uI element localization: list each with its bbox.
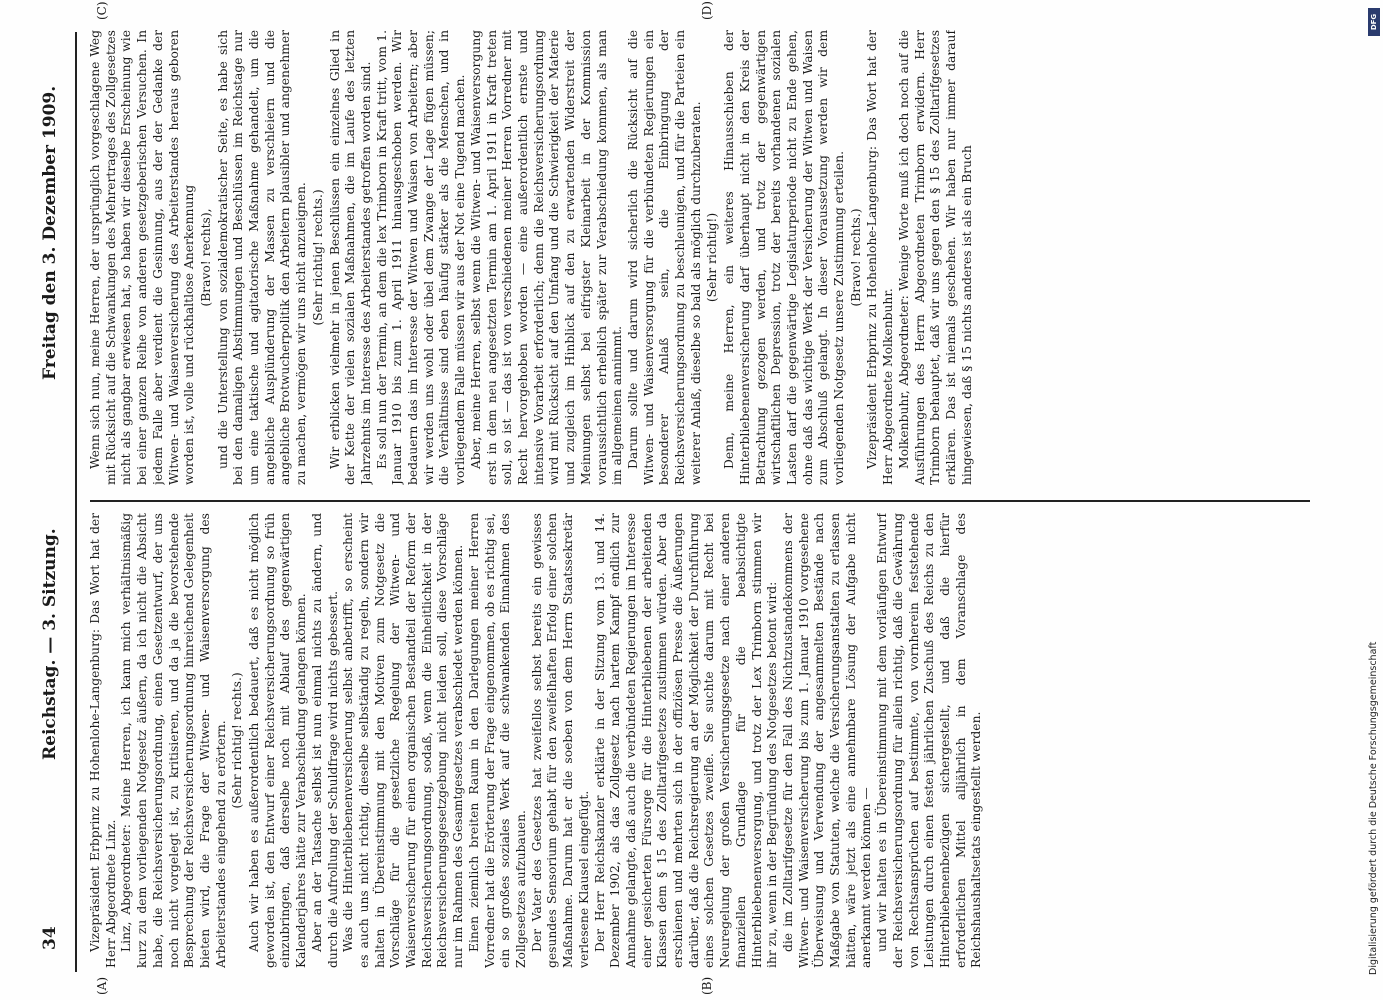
paragraph: Darum sollte und darum wird sicherlich die Rücksicht auf die Witwen- und Waisenversorgung für die verbündeten Regierungen ein besonderer Anlaß sein, die Einbringung der Reichsversicherungsordnung zu beschleunigen, und für die Parteien ein weiterer Anlaß, dieselbe so bald als möglich durchzuberaten. (625, 30, 703, 485)
paragraph: und die Unterstellung von sozialdemokratischer Seite, es habe sich bei den damaligen Abstimmungen und Beschlüssen im Reichstage nur um eine taktische und agitatorische Maßnahme gehandelt, um die angebliche Ausplünderung der Massen zu verschleiern und die angebliche Brotwucherpolitik den Arbeitern plausibler und angenehmer zu machen, vermögen wir uns nicht anzueignen. (215, 30, 309, 485)
paragraph: Wir erblicken vielmehr in jenen Beschlüssen ein einzelnes Glied in der Kette der vielen sozialen Maßnahmen, die im Laufe des letzten Jahrzehnts im Interesse des Arbeiterstandes getroffen worden sind. (327, 30, 373, 485)
paragraph: und wir halten es in Übereinstimmung mit dem vorläufigen Entwurf der Reichsversicherungsordnung für allein richtig, daß die Gewährung von Rechtsansprüchen auf bestimmte, von vornherein feststehende Leistungen durch einen festen jährlichen Zuschuß des Reichs zu den Hinterbliebenenbezügen sichergestellt, und daß die hierfür erforderlichen Mittel alljährlich in dem Voranschlage des Reichshaushaltsetats eingestellt werden. (875, 513, 984, 968)
paragraph: Einen ziemlich breiten Raum in den Darlegungen meiner Herren Vorredner hat die Erörterung der Frage eingenommen, ob es richtig sei, ein so großes soziales Werk auf die schwankenden Einnahmen des Zollgesetzes aufzubauen. (466, 513, 528, 968)
right-column (88, 30, 1298, 485)
header-rule (75, 32, 77, 972)
left-column (88, 513, 1298, 968)
paragraph: Aber an der Tatsache selbst ist nun einmal nichts zu ändern, und durch die Aufrollung der Schuldfrage wird nichts gebessert. (309, 513, 340, 968)
margin-marker-b: (B) (700, 976, 714, 995)
page-number: 34 (40, 926, 60, 950)
margin-marker-c: (C) (95, 1, 109, 20)
paragraph: Der Herr Reichskanzler erklärte in der Sitzung vom 13. und 14. Dezember 1902, als das Zollgesetz nach hartem Kampf endlich zur Annahme gelangte, daß auch die verbündeten Regierungen im Interesse einer gesicherten Fürsorge für die Hinterbliebenen der arbeitenden Klassen dem § 15 des Zolltarifgesetzes zustimmen würden. Aber da erschienen und mehrten sich in der offiziösen Presse die Äußerungen darüber, daß die Reichsregierung an der Möglichkeit der Durchführung eines solchen Gesetzes zweifle. Sie suchte darum mit Recht bei Neuregelung der großen Versicherungsgesetze nach einer anderen finanziellen Grundlage für die beabsichtigte Hinterbliebenenversorgung, und trotz der Lex Trimborn stimmen wir ihr zu, wenn in der Begründung des Notgesetzes betont wird: (592, 513, 780, 968)
paragraph: Es soll nun der Termin, an dem die lex Trimborn in Kraft tritt, vom 1. Januar 1910 bis zum 1. April 1911 hinausgeschoben werden. Wir bedauern das im Interesse der Witwen und Waisen von Arbeitern; aber wir werden uns wohl oder übel dem Zwange der Lage fügen müssen; die Verhältnisse sind eben häufig stärker als die Menschen, und in vorliegendem Falle müssen wir aus der Not eine Tugend machen. (374, 30, 468, 485)
digitization-note: Digitalisierung gefördert durch die Deutsche Forschungsgemeinschaft (1368, 641, 1379, 975)
column-divider (90, 500, 1310, 502)
interjection: (Sehr richtig! rechts.) (310, 189, 325, 326)
paragraph: Aber, meine Herren, selbst wenn die Witwen- und Waisenversorgung erst in dem neu angesetzten Termin am 1. April 1911 in Kraft treten soll, so ist — das ist von verschiedenen meiner Herren Vorredner mit Recht hervorgehoben worden — eine außerordentlich ernste und intensive Vorarbeit erforderlich; denn die Reichsversicherungsordnung wird mit Rücksicht auf den Umfang und die Schwierigkeit der Materie und zugleich im Hinblick auf den zu erwartenden Widerstreit der Meinungen selbst bei eifrigster Kleinarbeit in der Kommission voraussichtlich erheblich später zur Verabschiedung kommen, als man im allgemeinen annimmt. (468, 30, 625, 485)
speaker-line: Vizepräsident Erbprinz zu Hohenlohe-Langenburg: Das Wort hat der Herr Abgeordnete Linz. (88, 513, 118, 968)
interjection: (Bravo! rechts.) (848, 208, 863, 307)
interjection: (Sehr richtig!) (705, 212, 720, 303)
paragraph: Der Vater des Gesetzes hat zweifellos selbst bereits ein gewisses gesundes Sensorium gehabt für den zweifelhaften Erfolg einer solchen Maßnahme. Darum hat er die soeben von dem Herrn Staatssekretär verlesene Klausel eingefügt. (529, 513, 591, 968)
interjection: (Sehr richtig! rechts.) (230, 672, 245, 809)
interjection: (Bravo! rechts), (198, 208, 213, 307)
paragraph: die im Zolltarifgesetze für den Fall des Nichtzustandekommens der Witwen- und Waisenversicherung bis zum 1. Januar 1910 vorgesehene Überweisung und Verwendung der angesammelten Bestände nach Maßgabe von Statuten, welche die Versicherungsanstalten zu erlassen hätten, wäre jetzt als eine annehmbare Lösung der Aufgabe nicht anerkannt werden können — (780, 513, 874, 968)
dfg-logo: DFG (1368, 8, 1380, 36)
paragraph: Wenn sich nun, meine Herren, der ursprünglich vorgeschlagene Weg mit Rücksicht auf die Schwankungen des Mehrertrages des Zollgesetzes nicht als gangbar erwiesen hat, so haben wir dieselbe Erscheinung wie bei einer ganzen Reihe von anderen gesetzgeberischen Versuchen. In jedem Falle aber verdient die Gesinnung, aus der der Gedanke der Witwen- und Waisenversicherung des Arbeiterstandes heraus geboren worden ist, volle und rückhaltlose Anerkennung (88, 30, 197, 485)
paragraph: Linz, Abgeordneter: Meine Herren, ich kann mich verhältnismäßig kurz zu dem vorliegenden Notgesetz äußern, da ich nicht die Absicht habe, die Reichsversicherungsordnung, einen Gesetzentwurf, der uns noch nicht vorgelegt ist, zu kritisieren, und da ja die bevorstehende Besprechung der Reichsversicherungsordnung hinreichend Gelegenheit bieten wird, die Frage der Witwen- und Waisenversorgung des Arbeiterstandes eingehend zu erörtern. (119, 513, 228, 968)
paragraph: Denn, meine Herren, ein weiteres Hinausschieben der Hinterbliebenenversicherung darf überhaupt nicht in den Kreis der Betrachtung gezogen werden, und trotz der gegenwärtigen wirtschaftlichen Depression, trotz der bereits vorhandenen sozialen Lasten darf die gegenwärtige Legislaturperiode nicht zu Ende gehen, ohne daß das wichtige Werk der Versicherung der Witwen und Waisen zum Abschluß gelangt. In dieser Voraussetzung werden wir dem vorliegenden Notgesetz unsere Zustimmung erteilen. (722, 30, 847, 485)
margin-marker-d: (D) (700, 1, 714, 20)
paragraph: Was die Hinterbliebenenversicherung selbst anbetrifft, so erscheint es auch uns nicht richtig, dieselbe selbständig zu regeln, sondern wir halten in Übereinstimmung mit den Motiven zum Notgesetz die Vorschläge für die gesetzliche Regelung der Witwen- und Waisenversicherung für einen organischen Bestandteil der Reform der Reichsversicherungsordnung, sodaß, wenn die Einheitlichkeit in der Reichsversicherungsgesetzgebung nicht leiden soll, diese Vorschläge nur im Rahmen des Gesamtgesetzes verabschiedet werden können. (341, 513, 466, 968)
paragraph: Auch wir haben es außerordentlich bedauert, daß es nicht möglich geworden ist, den Entwurf einer Reichsversicherungsordnung so früh einzubringen, daß derselbe noch mit Ablauf des gegenwärtigen Kalenderjahres hätte zur Verabschiedung gelangen können. (247, 513, 309, 968)
page-header (40, 25, 70, 980)
header-date: Freitag den 3. Dezember 1909. (40, 85, 60, 380)
paragraph: Molkenbuhr, Abgeordneter: Wenige Worte muß ich doch noch auf die Ausführungen des Herrn Abgeordneten Trimborn erwidern. Herr Trimborn behauptet, daß wir uns gegen den § 15 des Zolltarifgesetzes erklären. Das ist niemals geschehen. Wir haben nur immer darauf hingewiesen, daß § 15 nichts anderes ist als ein Bruch (896, 30, 974, 485)
header-title: Reichstag. — 3. Sitzung. (40, 528, 60, 760)
speaker-line: Vizepräsident Erbprinz zu Hohenlohe-Langenburg: Das Wort hat der Herr Abgeordnete Molkenbuhr. (865, 30, 896, 485)
margin-marker-a: (A) (95, 976, 109, 995)
